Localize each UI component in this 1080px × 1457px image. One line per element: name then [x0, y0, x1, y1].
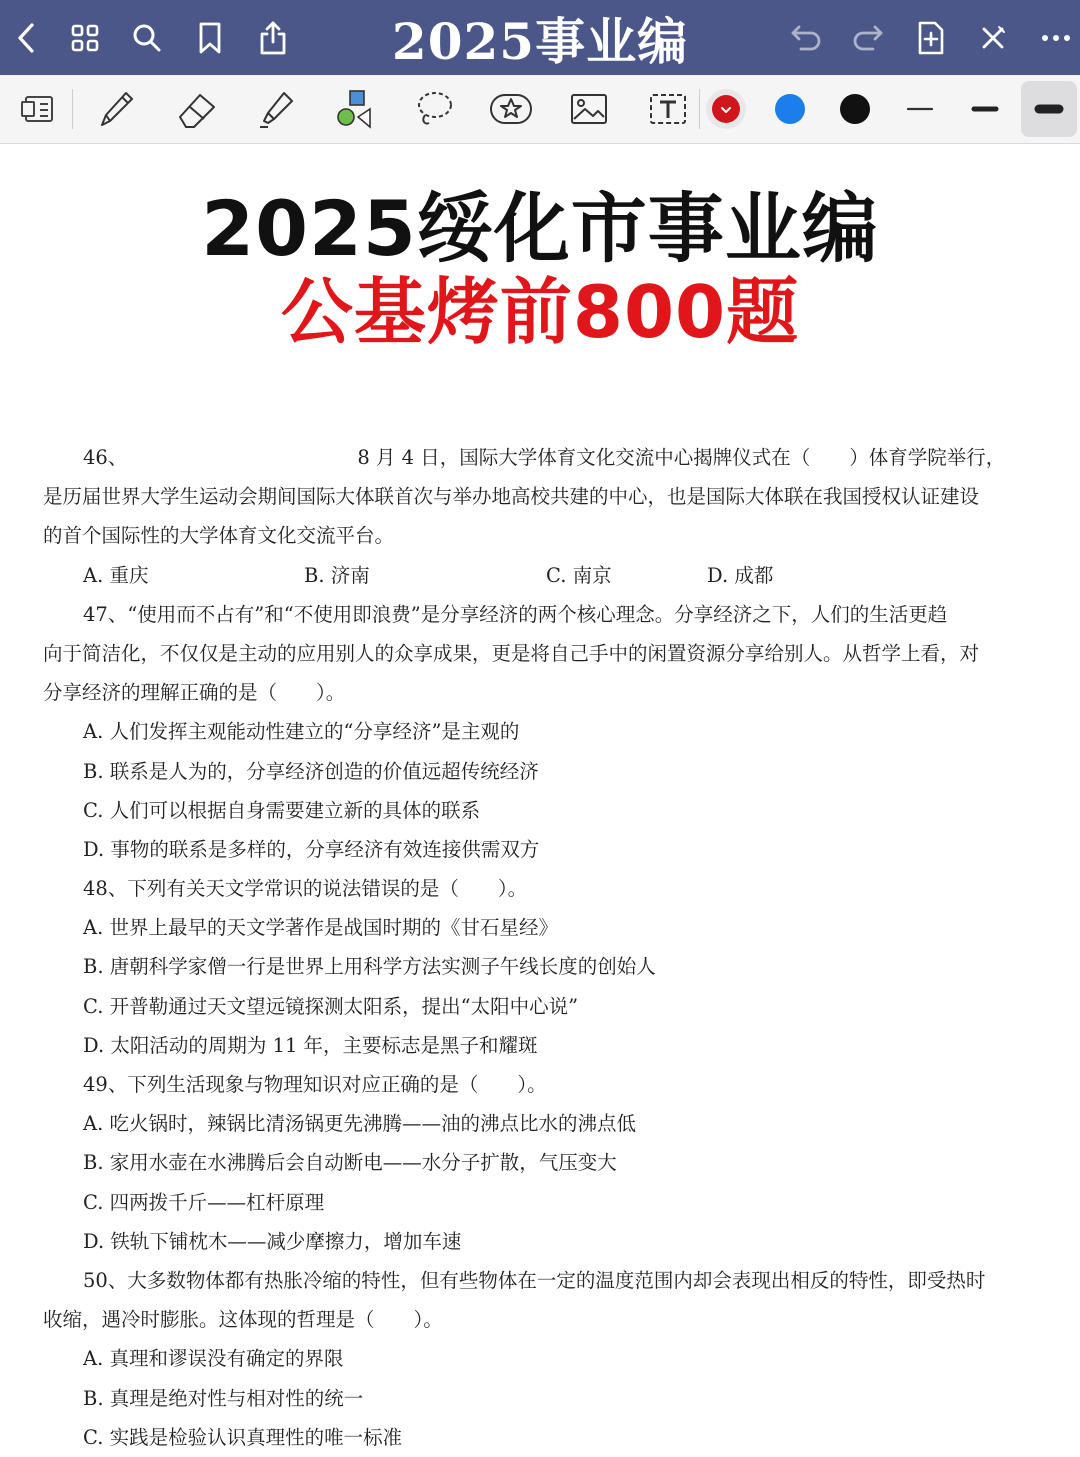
option-b: B. 家用水壶在水沸腾后会自动断电——水分子扩散，气压变大 — [83, 1151, 617, 1175]
add-page-icon[interactable] — [905, 0, 957, 75]
option-b: B. 唐朝科学家僧一行是世界上用科学方法实测子午线长度的创始人 — [83, 955, 656, 979]
color-black-swatch[interactable] — [827, 81, 883, 137]
top-nav-bar — [0, 0, 1080, 75]
question-line: 48、下列有关天文学常识的说法错误的是（ ）。 — [83, 877, 528, 901]
undo-icon[interactable] — [780, 0, 832, 75]
search-icon[interactable] — [121, 0, 173, 75]
annotation-toolbar — [0, 75, 1080, 144]
grid-icon[interactable] — [59, 0, 111, 75]
color-red-swatch[interactable] — [698, 81, 754, 137]
color-blue-swatch[interactable] — [762, 81, 818, 137]
option-b: B. 真理是绝对性与相对性的统一 — [83, 1386, 364, 1410]
document-title: 2025事业编 — [391, 11, 689, 71]
question-line: 的首个国际性的大学体育文化交流平台。 — [43, 524, 395, 548]
option-b: B. 济南 — [304, 563, 370, 587]
bookmark-icon[interactable] — [184, 0, 236, 75]
share-icon[interactable] — [247, 0, 299, 75]
option-a: A. 世界上最早的天文学著作是战国时期的《甘石星经》 — [83, 916, 558, 940]
question-line: 分享经济的理解正确的是（ ）。 — [43, 681, 346, 705]
stroke-thick-option[interactable] — [1021, 81, 1077, 137]
shapes-icon[interactable] — [326, 81, 382, 137]
option-c: C. 四两拨千斤——杠杆原理 — [83, 1190, 325, 1214]
option-a: A. 人们发挥主观能动性建立的“分享经济”是主观的 — [83, 720, 520, 744]
sticker-icon[interactable] — [483, 81, 539, 137]
answer-options — [43, 556, 1011, 595]
option-d: D. 成都 — [707, 563, 774, 587]
option-d: D. 事物的联系是多样的，分享经济有效连接供需双方 — [83, 837, 540, 861]
question-line: 49、下列生活现象与物理知识对应正确的是（ ）。 — [83, 1073, 547, 1096]
question-line: 50、大多数物体都有热胀冷缩的特性，但有些物体在一定的温度范围内却会表现出相反的特性，即受热时 — [83, 1268, 986, 1292]
redo-icon[interactable] — [842, 0, 894, 75]
close-icon[interactable] — [967, 0, 1019, 75]
option-a: A. 重庆 — [83, 563, 149, 587]
question-content — [43, 438, 1011, 1457]
option-d: D. 太阳活动的周期为 11 年，主要标志是黑子和耀斑 — [83, 1033, 538, 1057]
page-layout-icon[interactable] — [10, 81, 66, 137]
highlighter-icon[interactable] — [248, 81, 304, 137]
eraser-icon[interactable] — [168, 81, 224, 137]
image-icon[interactable] — [561, 81, 617, 137]
document-heading: 2025绥化市事业编 — [201, 184, 879, 273]
stroke-medium-option[interactable] — [957, 81, 1013, 137]
option-a: A. 真理和谬误没有确定的界限 — [83, 1347, 344, 1371]
question-line: 收缩，遇冷时膨胀。这体现的哲理是（ ）。 — [43, 1308, 443, 1332]
stroke-thin-option[interactable] — [892, 81, 948, 137]
document-subheading: 公基烤前800题 — [280, 270, 800, 354]
option-c: C. 实践是检验认识真理性的唯一标准 — [83, 1425, 403, 1449]
option-a: A. 吃火锅时，辣锅比清汤锅更先沸腾——油的沸点比水的沸点低 — [83, 1112, 636, 1136]
pen-icon[interactable] — [88, 81, 144, 137]
question-text: 8 月 4 日，国际大学体育文化交流中心揭牌仪式在（ ）体育学院举行， — [357, 446, 1006, 469]
question-line: 47、“使用而不占有”和“不使用即浪费”是分享经济的两个核心理念。分享经济之下，人们的生活更趋 — [83, 602, 948, 626]
question-line: 向于简洁化，不仅仅是主动的应用别人的众享成果，更是将自己手中的闲置资源分享给别人。从哲学上看，对 — [43, 641, 980, 665]
option-c: C. 南京 — [546, 563, 612, 587]
question-number: 46、 — [83, 446, 128, 469]
option-d: D. 铁轨下铺枕木——减少摩擦力，增加车速 — [83, 1229, 462, 1253]
option-b: B. 联系是人为的，分享经济创造的价值远超传统经济 — [83, 759, 539, 783]
option-c: C. 人们可以根据自身需要建立新的具体的联系 — [83, 798, 481, 822]
back-icon[interactable] — [0, 0, 52, 75]
lasso-icon[interactable] — [405, 81, 461, 137]
question-line — [43, 438, 1011, 477]
text-icon[interactable] — [640, 81, 696, 137]
question-line: 是历届世界大学生运动会期间国际大体联首次与举办地高校共建的中心，也是国际大体联在我国授权认证建设 — [43, 485, 980, 509]
option-c: C. 开普勒通过天文望远镜探测太阳系，提出“太阳中心说” — [83, 994, 579, 1018]
more-icon[interactable] — [1030, 0, 1080, 75]
toolbar-divider — [72, 89, 73, 129]
